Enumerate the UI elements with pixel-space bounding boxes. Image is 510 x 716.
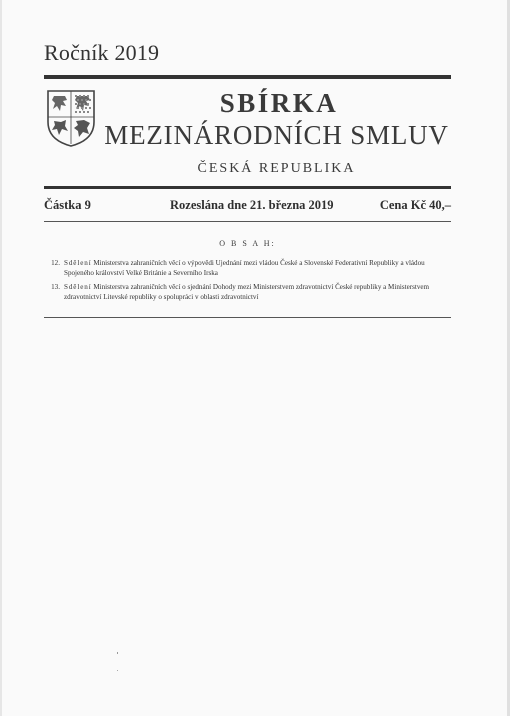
title-line-smluv: MEZINÁRODNÍCH SMLUV [104,120,449,150]
publication-title [0,88,510,178]
entry-body: Ministerstva zahraničních věcí o sjednání Dohody mezi Ministerstvem zdravotnictví České republiky a Ministerstvem zdravotnictví Litevské republiky o spolupráci v oblasti zdravotnictví [64,283,430,301]
issue-info-row [44,198,451,214]
contents-list [44,258,451,306]
year-label: Ročník 2019 [44,40,160,65]
country-name: ČESKÁ REPUBLIKA [197,161,356,176]
entry-number: 12. [51,259,60,267]
issue-distribution-date: Rozeslána dne 21. března 2019 [170,198,334,212]
contents-bottom-rule [44,317,451,318]
entry-text [64,259,425,277]
issue-rule [44,221,451,222]
entry-number: 13. [51,283,60,291]
paper-speck [117,652,118,654]
entry-body: Ministerstva zahraničních věcí o výpovědi Ujednání mezi vládou České a Slovenské Federativní Republiky a vládou Spojeného království Velké Británie a Severního Irska [64,259,425,277]
entry-lead: Sdělení [64,259,92,267]
issue-price: Cena Kč 40,– [379,198,451,212]
list-item [44,258,451,278]
title-line-sbirka: SBÍRKA [219,88,339,118]
entry-lead: Sdělení [64,283,92,291]
contents-heading: O B S A H: [219,239,276,248]
entry-text [64,283,429,301]
top-rule [44,75,451,79]
header-rule [44,186,451,189]
list-item [44,282,451,302]
paper-speck [117,670,118,671]
issue-number: Částka 9 [44,198,91,212]
